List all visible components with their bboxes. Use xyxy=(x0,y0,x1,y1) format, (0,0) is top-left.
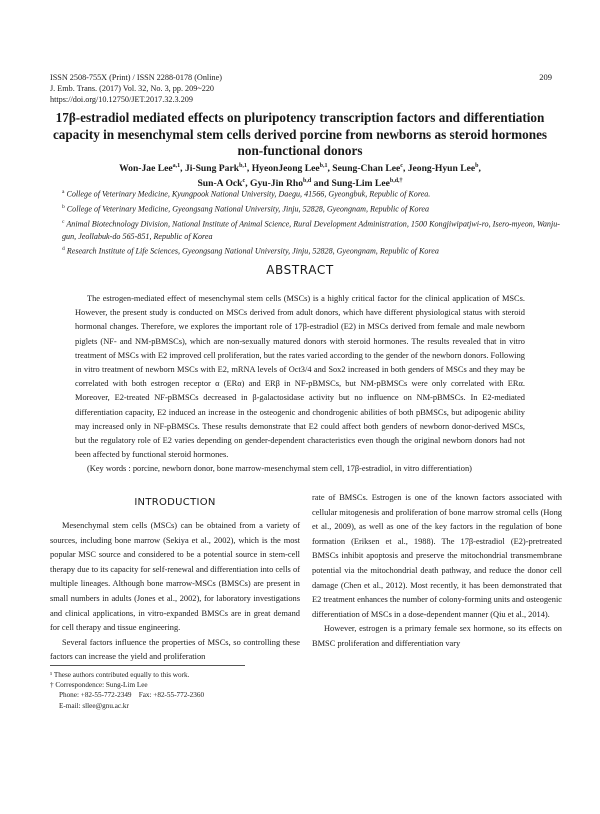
author: Sung-Lim Lee$^{b,d,\dagger}$ xyxy=(331,178,403,190)
footnote-email[interactable]: E-mail: sllee@gnu.ac.kr xyxy=(59,701,129,710)
page-number: 209 xyxy=(539,72,552,82)
author: Gyu-Jin Rho$^{b,d}$ xyxy=(249,178,312,190)
footnote-contrib: ¹ These authors contributed equally to this work. xyxy=(50,671,190,679)
footnote-phone: Phone: +82-55-772-2349 Fax: +82-55-772-2360 xyxy=(59,691,205,700)
footnotes xyxy=(50,670,300,711)
journal-header xyxy=(50,72,222,105)
footnote-correspondence: † Correspondence: Sung-Lim Lee xyxy=(50,681,148,690)
paragraph: Several factors influence the properties of MSCs, so controlling these factors can increase the yield and proliferation xyxy=(50,637,300,662)
abstract-text: The estrogen-mediated effect of mesenchymal stem cells (MSCs) is a highly critical factor for the clinical application of MSCs. However, the present study is conducted on MSCs derived from adult donors, which have different physiological status with steroid hormonal changes. Therefore, we explores the important role of 17β-estradiol (E2) in MSCs derived from female and male newborn piglets (NF- and NM-pBMSCs), which are non-sexually matured donors with steroid hormones. The results revealed that in vitro treatment of MSCs with E2 improved cell proliferation, but the rates varied according to the gender of the newborn donors. Following in vitro treatment of newborn MSCs with E2, mRNA levels of Oct3/4 and Sox2 increased in both genders of MSCs and they may be correlated with both estrogen receptor α (ERα) and ERβ in NF-pBMSCs, but NM-pBMSCs were only correlated with ERα. Moreover, E2-treated NF-pBMSCs decreased in β-galactosidase activity but no influence on NM-pBMSCs. In E2-mediated differentiation capacity, E2 induced an increase in the osteogenic and chondrogenic abilities of both pBMSCs, but adipogenic ability may increased only in NF-pBMSCs. These results demonstrate that E2 could affect both genders of newborn donor-derived MSCs, but the regulatory role of E2 varies depending on gender-dependent characteristics even though the original newborn donors had not been affected by functional steroid hormones. xyxy=(75,294,525,460)
paragraph: Mesenchymal stem cells (MSCs) can be obtained from a variety of sources, including bone marrow (Sekiya et al., 2002), which is the most popular MSC source and considered to be a potential source in stem-cell therapy due to its capacity for self-renewal and differentiation into cells of multiple lineages. Although bone marrow-MSCs (BMSCs) are present in small numbers in adults (Jones et al., 2002), for laboratory investigations and clinical applications, in vitro-expanded BMSCs are in great demand for cell therapy and tissue engineering. xyxy=(50,521,300,633)
paragraph: rate of BMSCs. Estrogen is one of the known factors associated with cellular mitogenesis and proliferation of bone marrow stromal cells (Hong et al., 2009), as well as one of the key factors in the regulation of bone formation (Eriksen et al., 1988). The 17β-estradiol (E2)-pretreated BMSCs inhibit apoptosis and preserve the mitochondrial transmembrane potential via the mitochondrial death pathway, and reduce the donor cell damage (Chen et al., 2012). Most recently, it has been demonstrated that E2 treatment enhances the number of colony-forming units and osteogenic differentiation of MSCs in a dose-dependent manner (Qiu et al., 2014). xyxy=(312,493,563,619)
author: HyeonJeong Lee$^{b,1}$ xyxy=(251,163,328,175)
doi-link[interactable]: https://doi.org/10.12750/JET.2017.32.3.209 xyxy=(50,95,193,104)
paper-title: 17β-estradiol mediated effects on pluripotency transcription factors and differentiation capacity in mesenchymal stem cells derived porcine from newborns as steroid hormones non-functional donors xyxy=(52,110,548,158)
author: Ji-Sung Park$^{b,1}$ xyxy=(184,163,247,175)
author: Sun-A Ock$^c$ xyxy=(197,178,246,190)
footnote-rule xyxy=(50,665,245,666)
author: Won-Jae Lee$^{a,1}$ xyxy=(119,163,181,175)
author-list: Won-Jae Lee$^{a,1}$, Ji-Sung Park$^{b,1}$, HyeonJeong Lee$^{b,1}$, Seung-Chan Lee$^c$, Jeong-Hyun Lee$^b$, Sun-A Ock$^c$, Gyu-Jin Rho$^{b,d}$ and Sung-Lim Lee$^{b,d,\dagger}$ xyxy=(119,163,481,190)
paragraph: However, estrogen is a primary female sex hormone, so its effects on BMSC proliferation and differentiation vary xyxy=(312,624,562,648)
introduction-heading: INTRODUCTION xyxy=(134,497,216,508)
abstract-body xyxy=(75,292,525,477)
left-column xyxy=(50,519,300,665)
author: Jeong-Hyun Lee$^b$ xyxy=(407,163,479,175)
affiliation: $^a$ College of Veterinary Medicine, Kyungpook National University, Daegu, 41566, Gyeongbuk, Republic of Korea. xyxy=(62,189,431,199)
affiliation: $^d$ Research Institute of Life Sciences, Gyeongsang National University, Jinju, 52828, Gyeongnam, Republic of Korea xyxy=(62,245,439,256)
affiliation-list xyxy=(62,186,562,258)
issn: ISSN 2508-755X (Print) / ISSN 2288-0178 (Online) xyxy=(50,73,222,82)
affiliation: $^b$ College of Veterinary Medicine, Gyeongsang National University, Jinju, 52828, Gyeongnam, Republic of Korea xyxy=(62,203,430,214)
right-column xyxy=(312,491,562,652)
abstract-heading: ABSTRACT xyxy=(266,263,334,277)
author: Seung-Chan Lee$^c$ xyxy=(332,163,403,175)
affiliation: $^c$ Animal Biotechnology Division, National Institute of Animal Science, Rural Development Administration, 1500 Kongjiwipatjwi-ro, Isero-myeon, Wanju-gun, Jeollabuk-do 565-851, Republic of Korea xyxy=(62,218,560,241)
keywords: (Key words : porcine, newborn donor, bone marrow-mesenchymal stem cell, 17β-estradiol, in vitro differentiation) xyxy=(87,464,472,474)
citation: J. Emb. Trans. (2017) Vol. 32, No. 3, pp. 209~220 xyxy=(50,84,215,93)
